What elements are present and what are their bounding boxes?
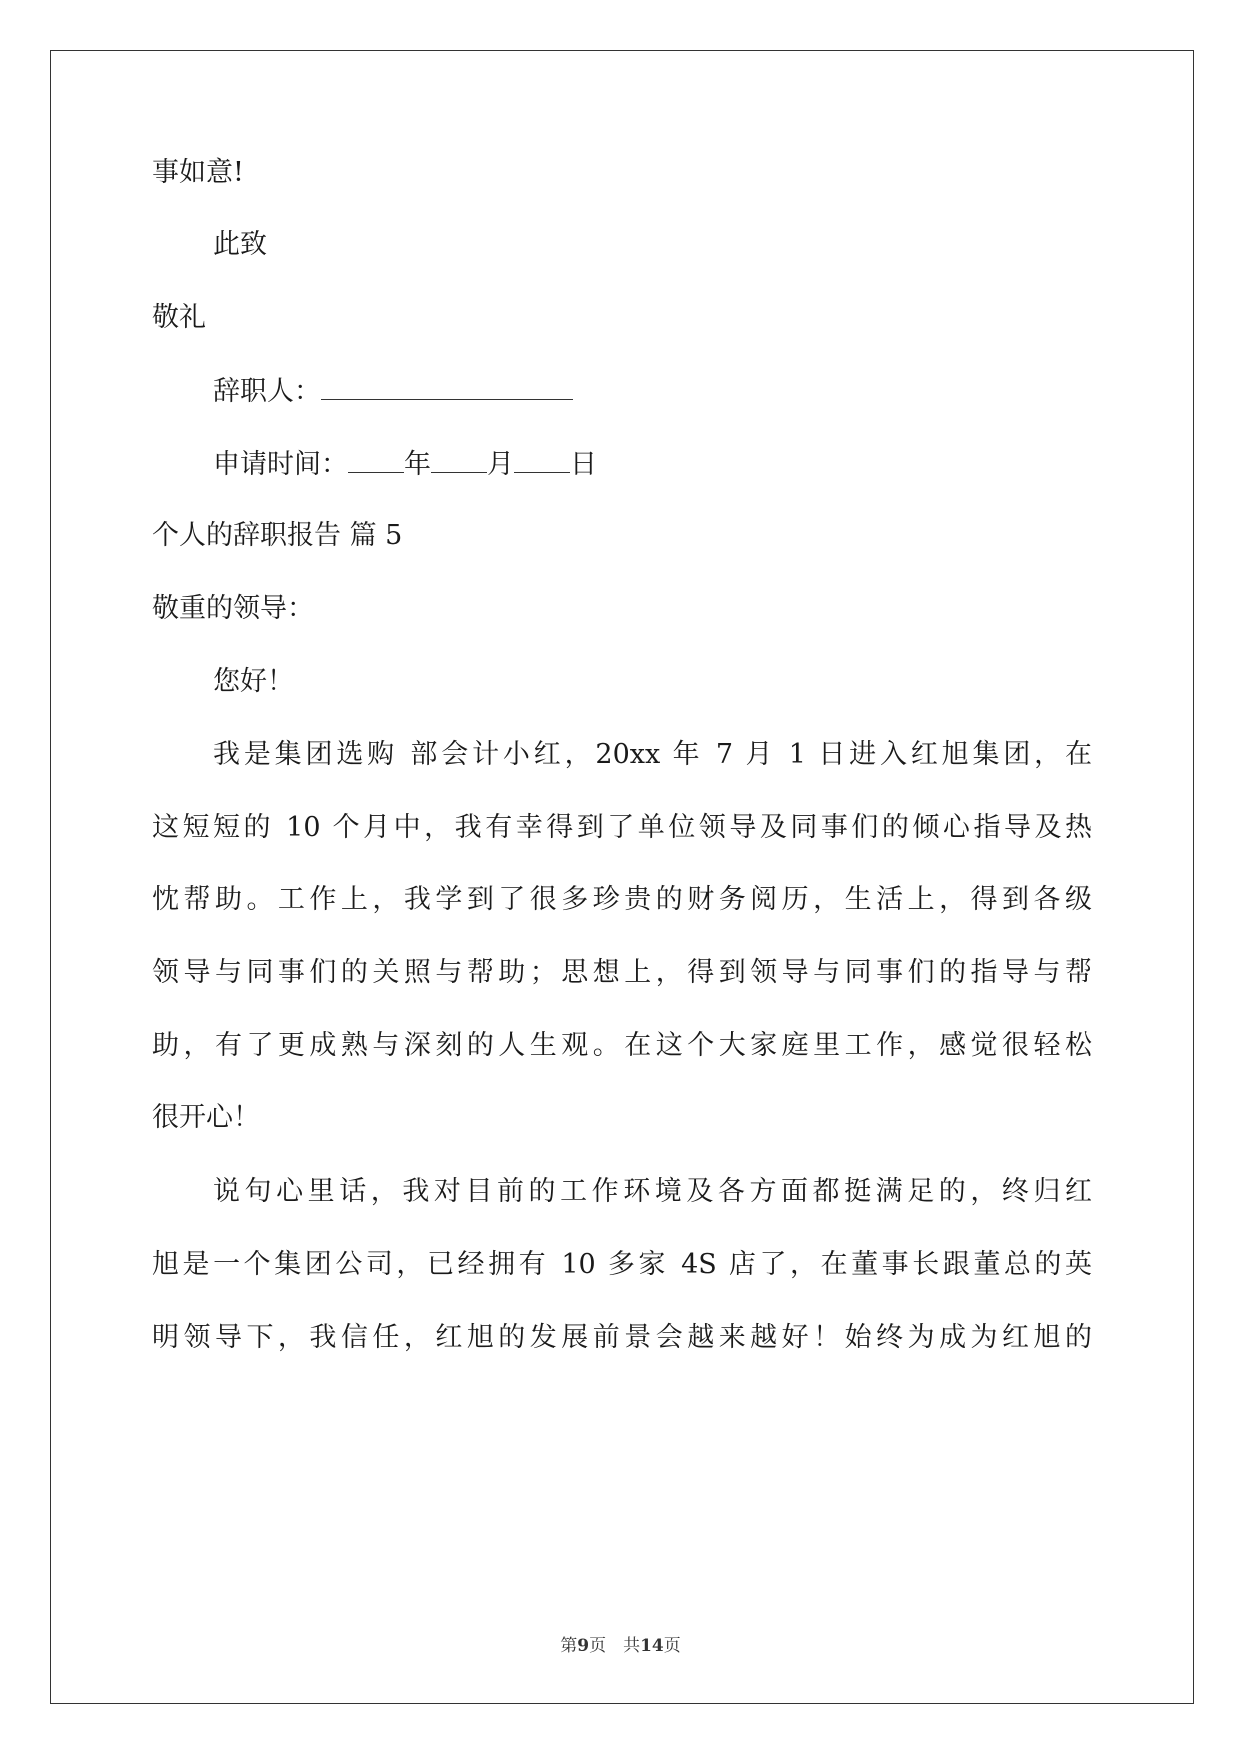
paragraph-1-line-4: 领导与同事们的关照与帮助；思想上，得到领导与同事们的指导与帮 [152,957,1092,988]
signature-line [213,373,1153,410]
page-border [50,50,1194,1704]
footer-total-pages: 14 [640,1636,664,1656]
paragraph-1-line-1: 我是集团选购 部会计小红，20xx 年 7 月 1 日进入红旭集团，在 [213,739,1092,770]
greeting-recipient: 敬重的领导： [152,593,314,624]
salutation-cizhi: 此致 [213,229,267,260]
month-unit: 月 [487,449,514,480]
paragraph-2-line-3: 明领导下，我信任，红旭的发展前景会越来越好！始终为成为红旭的 [152,1322,1092,1353]
day-blank [514,446,570,473]
footer-suffix: 页 [663,1636,681,1656]
signature-label: 辞职人： [213,376,321,407]
section-heading: 个人的辞职报告 篇 5 [152,520,403,551]
paragraph-1-line-3: 忱帮助。工作上，我学到了很多珍贵的财务阅历，生活上，得到各级 [152,884,1092,915]
year-blank [348,446,404,473]
footer-prefix: 第 [560,1636,578,1656]
day-unit: 日 [570,449,597,480]
greeting-hello: 您好！ [213,666,294,697]
paragraph-1-line-5: 助，有了更成熟与深刻的人生观。在这个大家庭里工作，感觉很轻松 [152,1030,1092,1061]
paragraph-2-line-1: 说句心里话，我对目前的工作环境及各方面都挺满足的，终归红 [213,1176,1092,1207]
month-blank [431,446,487,473]
paragraph-2-line-2: 旭是一个集团公司，已经拥有 10 多家 4S 店了，在董事长跟董总的英 [152,1249,1092,1280]
text-line-1: 事如意! [152,157,244,188]
salutation-jingli: 敬礼 [152,302,206,333]
paragraph-1-line-2: 这短短的 10 个月中，我有幸得到了单位领导及同事们的倾心指导及热 [152,812,1092,843]
signature-blank [321,373,573,400]
date-line [213,446,1153,483]
year-unit: 年 [404,449,431,480]
footer-page-number: 9 [577,1636,590,1656]
date-label: 申请时间： [213,449,348,480]
paragraph-1-line-6: 很开心！ [152,1102,260,1133]
page-footer [0,1634,1241,1658]
footer-middle: 页 共 [589,1636,641,1656]
